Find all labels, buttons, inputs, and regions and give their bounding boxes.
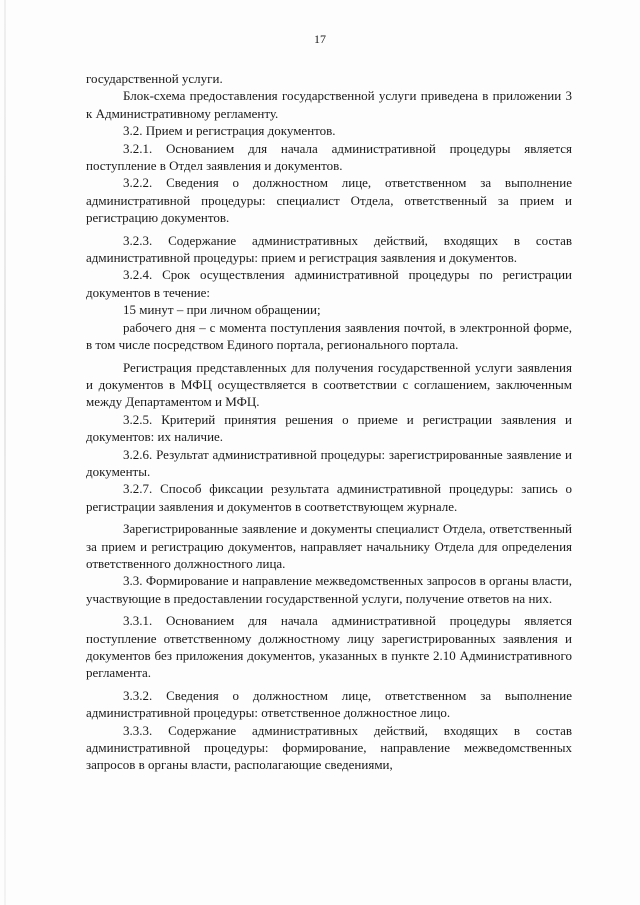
document-body bbox=[86, 70, 572, 774]
paragraph-3-2-4: 3.2.4. Срок осуществления административной процедуры по регистрации документов в течение: bbox=[86, 267, 572, 300]
list-item-working-day: рабочего дня – с момента поступления заявления почтой, в электронной форме, в том числе посредством Единого портала, регионального портала. bbox=[86, 319, 572, 353]
paragraph-3-2-5: 3.2.5. Критерий принятия решения о приеме и регистрации заявления и документов: их наличие. bbox=[86, 411, 572, 445]
paragraph-3-2-1: 3.2.1. Основанием для начала административной процедуры является поступление в Отдел заявления и документов. bbox=[86, 140, 572, 174]
section-heading-3-2: 3.2. Прием и регистрация документов. bbox=[123, 123, 336, 139]
paragraph-registered-documents: Зарегистрированные заявление и документы специалист Отдела, ответственный за прием и регистрацию документов, направляет начальнику Отдела для определения ответственного должностного лица. bbox=[86, 521, 572, 571]
paragraph-continuation: государственной услуги. bbox=[86, 71, 223, 86]
paragraph-3-2-2: 3.2.2. Сведения о должностном лице, ответственном за выполнение административной процедуры: специалист Отдела, ответственный за прием и регистрацию документов. bbox=[86, 175, 572, 226]
paragraph-3-3-3: 3.3.3. Содержание административных действий, входящих в состав административной процедуры: формирование, направление межведомственных запросов в органы власти, располагающие сведениями, bbox=[86, 722, 572, 773]
scan-edge bbox=[4, 0, 6, 905]
paragraph-block-diagram: Блок-схема предоставления государственной услуги приведена в приложении 3 к Административному регламенту. bbox=[86, 88, 572, 121]
section-heading-3-3: 3.3. Формирование и направление межведомственных запросов в органы власти, участвующие в предоставлении государственной услуги, получение ответов на них. bbox=[86, 573, 572, 606]
paragraph-mfc-registration: Регистрация представленных для получения государственной услуги заявления и документов в МФЦ осуществляется в соответствии с соглашением, заключенным между Департаментом и МФЦ. bbox=[86, 359, 572, 410]
paragraph-3-2-7: 3.2.7. Способ фиксации результата административной процедуры: запись о регистрации заявления и документов в соответствующем журнале. bbox=[86, 481, 572, 514]
paragraph-3-3-2: 3.3.2. Сведения о должностном лице, ответственном за выполнение административной процедуры: ответственное должностное лицо. bbox=[86, 687, 572, 721]
paragraph-3-3-1: 3.3.1. Основанием для начала административной процедуры является поступление ответственному должностному лицу зарегистрированных заявления и документов без приложения документов, указанных в пункте 2.10 Административного регламента. bbox=[86, 613, 572, 681]
page-number: 17 bbox=[314, 32, 326, 46]
list-item-15-minutes: 15 минут – при личном обращении; bbox=[123, 302, 321, 318]
paragraph-3-2-3: 3.2.3. Содержание административных действий, входящих в состав административной процедуры: прием и регистрация заявления и документов. bbox=[86, 232, 572, 266]
paragraph-3-2-6: 3.2.6. Результат административной процедуры: зарегистрированные заявление и документы. bbox=[86, 446, 572, 479]
